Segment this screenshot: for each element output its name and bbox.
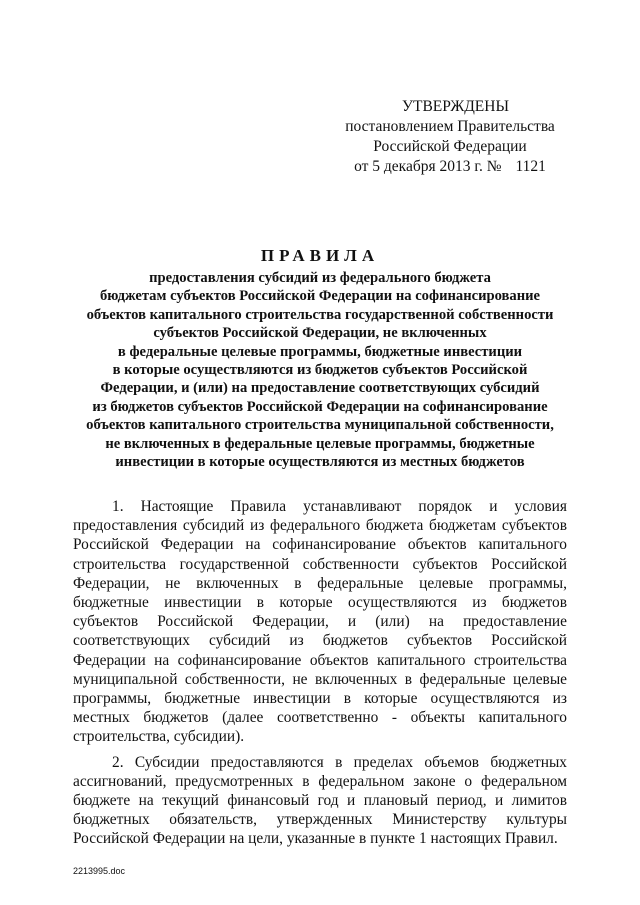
subtitle-line: объектов капитального строительства государственной собственности bbox=[86, 306, 554, 323]
subtitle-line: предоставления субсидий из федерального бюджета bbox=[149, 270, 491, 286]
subtitle-line: инвестиции в которые осуществляются из местных бюджетов bbox=[115, 454, 525, 471]
document-title: ПРАВИЛА bbox=[260, 246, 380, 265]
approval-date-line bbox=[330, 157, 570, 177]
subtitle-line: бюджетам субъектов Российской Федерации на софинансирование bbox=[99, 288, 541, 305]
subtitle-line: Федерации, и (или) на предоставление соответствующих субсидий bbox=[100, 380, 540, 397]
approval-heading: УТВЕРЖДЕНЫ bbox=[402, 98, 509, 115]
document-body bbox=[73, 497, 567, 855]
file-name-footer: 2213995.doc bbox=[73, 866, 126, 876]
paragraph-2: 2. Субсидии предоставляются в пределах объемов бюджетных ассигнований, предусмотренных в федеральном законе о федеральном бюджете на текущий финансовый год и плановый период, и лимитов бюджетных обязательств, утвержденных Министерству культуры Российской Федерации на цели, указанные в пункте 1 настоящих Правил. bbox=[73, 753, 567, 848]
paragraph-1: 1. Настоящие Правила устанавливают порядок и условия предоставления субсидий из федерального бюджета бюджетам субъектов Российской Федерации на софинансирование объектов капитального строительства государственной собственности субъектов Российской Федерации, не включенных в федеральные целевые программы, бюджетные инвестиции в которые осуществляются из бюджетов субъектов Российской Федерации, и (или) на предоставление соответствующих субсидий из бюджетов субъектов Российской Федерации на софинансирование объектов капитального строительства муниципальной собственности, не включенных в федеральные целевые программы, бюджетные инвестиции в которые осуществляются из местных бюджетов (далее соответственно - объекты капитального строительства, субсидии). bbox=[73, 498, 567, 746]
subtitle-line: объектов капитального строительства муниципальной собственности, bbox=[86, 417, 554, 434]
subtitle-line: из бюджетов субъектов Российской Федерации на софинансирование bbox=[92, 398, 548, 415]
subtitle-line: в которые осуществляются из бюджетов субъектов Российской bbox=[112, 362, 528, 379]
approval-number: 1121 bbox=[515, 158, 546, 175]
approval-stamp bbox=[330, 97, 570, 177]
subtitle-line: в федеральные целевые программы, бюджетные инвестиции bbox=[117, 343, 523, 360]
subtitle-line: не включенных в федеральные целевые программы, бюджетные bbox=[105, 435, 535, 452]
approval-date: от 5 декабря 2013 г. № bbox=[354, 158, 502, 175]
document-subtitle bbox=[50, 269, 590, 471]
approval-line: постановлением Правительства bbox=[345, 118, 555, 135]
approval-line: Российской Федерации bbox=[373, 138, 527, 155]
subtitle-line: субъектов Российской Федерации, не включенных bbox=[153, 325, 487, 342]
